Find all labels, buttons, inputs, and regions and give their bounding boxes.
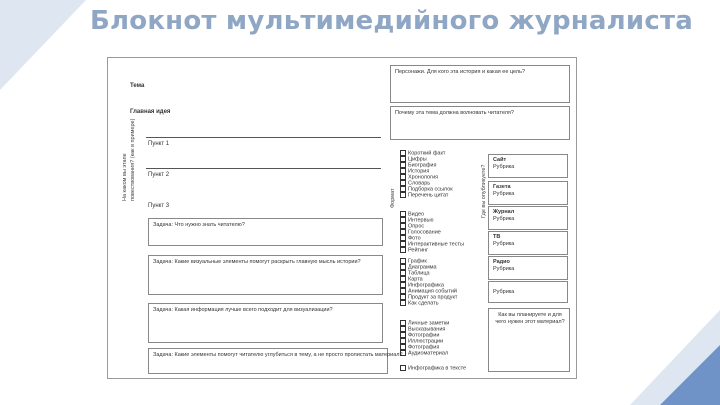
format-option[interactable]: Инфографика в тексте [400, 365, 466, 371]
format-option[interactable]: Высказывания [400, 326, 445, 332]
channel-radio-box[interactable]: Радио Рубрика [488, 256, 568, 280]
format-option[interactable]: Диаграмма [400, 264, 437, 270]
format-option[interactable]: Карта [400, 276, 423, 282]
format-option[interactable]: Фото [400, 235, 421, 241]
format-option[interactable]: Таблица [400, 270, 430, 276]
channel-site-box[interactable]: Сайт Рубрика [488, 154, 568, 178]
side-label-2: повествования? (как в примере) [130, 118, 136, 201]
slide-title: Блокнот мультимедийного журналиста [90, 6, 693, 36]
point-3-label: Пункт 3 [148, 203, 170, 209]
point-2-label: Пункт 2 [148, 172, 170, 178]
format-option[interactable]: История [400, 168, 429, 174]
audience-box[interactable]: Персонажи. Для кого эта история и какая ее цель? [390, 65, 570, 103]
format-option[interactable]: Интервью [400, 217, 433, 223]
topic-label: Тема [130, 83, 145, 89]
format-option[interactable]: Продукт за продукт [400, 294, 457, 300]
relevance-box[interactable]: Почему эта тема должна волновать читателя? [390, 106, 570, 140]
channel-tv-box[interactable]: ТВ Рубрика [488, 231, 568, 255]
format-option[interactable]: Фотографии [400, 332, 439, 338]
corner-accent-bottom-right [660, 345, 720, 405]
format-option[interactable]: Анимация событий [400, 288, 457, 294]
distribution-label: Где вы опубликуете? [481, 164, 487, 218]
format-option[interactable]: Инфографика [400, 282, 444, 288]
channel-magazine-box[interactable]: Журнал Рубрика [488, 206, 568, 230]
question-box-4[interactable]: Задача: Какие элементы помогут читателю углубиться в тему, а не просто пролистать материал? [148, 348, 388, 374]
format-option[interactable]: Цифры [400, 156, 427, 162]
divider-line [146, 168, 381, 169]
format-option[interactable]: Голосование [400, 229, 441, 235]
format-option[interactable]: Биография [400, 162, 436, 168]
format-option[interactable]: Личные заметки [400, 320, 449, 326]
channel-other-box[interactable]: Рубрика [488, 281, 568, 303]
question-box-1[interactable]: Задача: Что нужно знать читателю? [148, 218, 383, 246]
format-option[interactable]: График [400, 258, 427, 264]
main-idea-label: Главная идея [130, 109, 171, 115]
format-option[interactable]: Хронология [400, 174, 438, 180]
format-option[interactable]: Рейтинг [400, 247, 428, 253]
question-box-2[interactable]: Задача: Какие визуальные элементы помогут раскрыть главную мысль истории? [148, 255, 383, 295]
worksheet [107, 57, 577, 379]
format-option[interactable]: Подборка ссылок [400, 186, 453, 192]
format-option[interactable]: Иллюстрации [400, 338, 443, 344]
formats-label: Формат [390, 188, 396, 208]
format-option[interactable]: Аудиоматериал [400, 350, 448, 356]
format-option[interactable]: Опрос [400, 223, 424, 229]
format-option[interactable]: Видео [400, 211, 424, 217]
format-option[interactable]: Интерактивные тесты [400, 241, 464, 247]
divider-line [146, 137, 381, 138]
point-1-label: Пункт 1 [148, 141, 170, 147]
format-option[interactable]: Словарь [400, 180, 430, 186]
purpose-box[interactable]: Как вы планируете и для чего нужен этот материал? [488, 308, 570, 372]
format-option[interactable]: Как сделать [400, 300, 439, 306]
corner-decoration-top-left [0, 0, 86, 90]
question-box-3[interactable]: Задача: Какая информация лучше всего подходит для визуализации? [148, 303, 383, 343]
channel-newspaper-box[interactable]: Газета Рубрика [488, 181, 568, 205]
format-option[interactable]: Фотография [400, 344, 439, 350]
format-option[interactable]: Перечень цитат [400, 192, 448, 198]
format-option[interactable]: Короткий факт [400, 150, 445, 156]
side-label-1: На каком вы этапе [122, 153, 128, 201]
